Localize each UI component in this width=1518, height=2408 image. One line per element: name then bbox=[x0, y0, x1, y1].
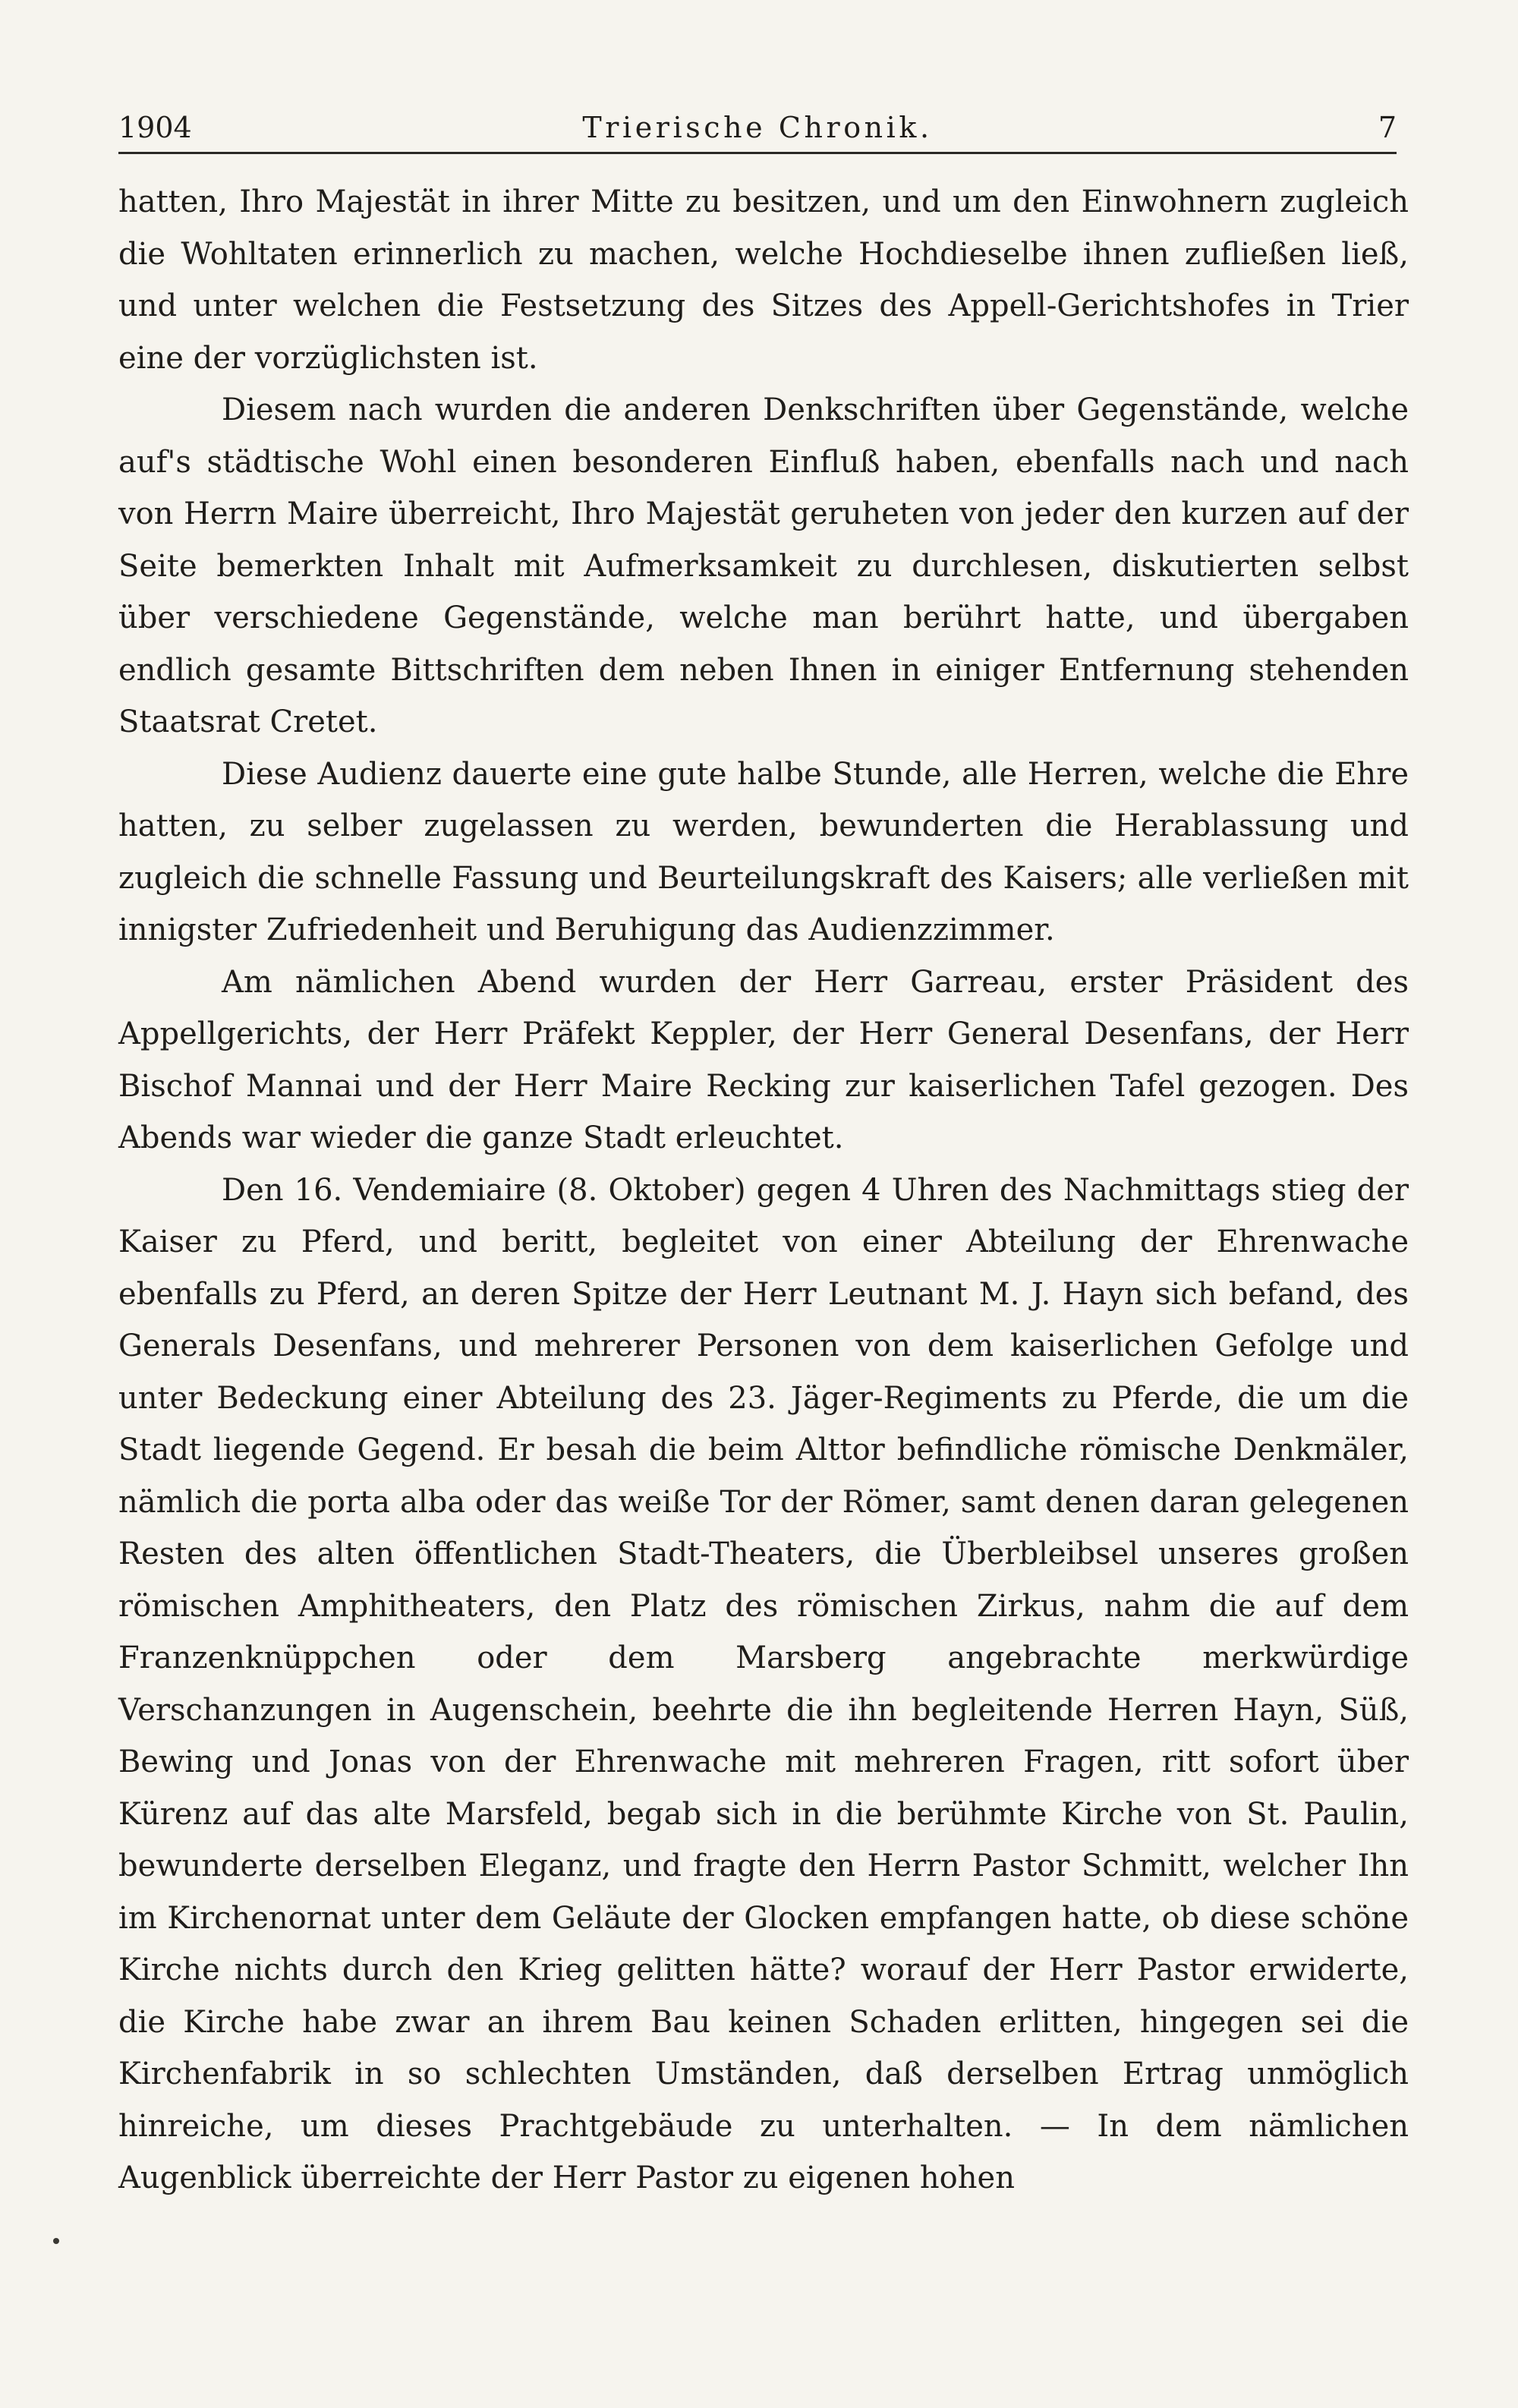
paragraph-4: Am nämlichen Abend wurden der Herr Garreau, erster Präsident des Appellgerichts, der Herr Präfekt Keppler, der Herr General Desenfans, der Herr Bischof Mannai und der Herr Maire Recking zur kaiserlichen Tafel gezogen. Des Abends war wieder die ganze Stadt erleuchtet. bbox=[118, 964, 1409, 1155]
paragraph-1: hatten, Ihro Majestät in ihrer Mitte zu besitzen, und um den Einwohnern zugleich die Wohltaten erinnerlich zu machen, welche Hochdieselbe ihnen zufließen ließ, und unter welchen die Festsetzung des Sitzes des Appell-Gerichtshofes in Trier eine der vorzüglichsten ist. bbox=[118, 184, 1409, 376]
page-header bbox=[118, 106, 1397, 154]
paragraph-5: Den 16. Vendemiaire (8. Oktober) gegen 4 Uhren des Nachmittags stieg der Kaiser zu Pferd, und beritt, begleitet von einer Abteilung der Ehrenwache ebenfalls zu Pferd, an deren Spitze der Herr Leutnant M. J. Hayn sich befand, des Generals Desenfans, und mehrerer Personen von dem kaiserlichen Gefolge und unter Bedeckung einer Abteilung des 23. Jäger-Regiments zu Pferde, die um die Stadt liegende Gegend. Er besah die beim Alttor befindliche römische Denkmäler, nämlich die porta alba oder das weiße Tor der Römer, samt denen daran gelegenen Resten des alten öffentlichen Stadt-Theaters, die Überbleibsel unseres großen römischen Amphitheaters, den Platz des römischen Zirkus, nahm die auf dem Franzenknüppchen oder dem Marsberg angebrachte merkwürdige Verschanzungen in Augenschein, beehrte die ihn begleitende Herren Hayn, Süß, Bewing und Jonas von der Ehrenwache mit mehreren Fragen, ritt sofort über Kürenz auf das alte Marsfeld, begab sich in die berühmte Kirche von St. Paulin, bewunderte derselben Eleganz, und fragte den Herrn Pastor Schmitt, welcher Ihn im Kirchenornat unter dem Geläute der Glocken empfangen hatte, ob diese schöne Kirche nichts durch den Krieg gelitten hätte? worauf der Herr Pastor erwiderte, die Kirche habe zwar an ihrem Bau keinen Schaden erlitten, hingegen sei die Kirchenfabrik in so schlechten Umständen, daß derselben Ertrag unmöglich hinreiche, um dieses Prachtgebäude zu unterhalten. — In dem nämlichen Augenblick überreichte der Herr Pastor zu eigenen hohen bbox=[118, 1172, 1409, 2195]
paragraph-3: Diese Audienz dauerte eine gute halbe Stunde, alle Herren, welche die Ehre hatten, zu selber zugelassen zu werden, bewunderten die Herablassung und zugleich die schnelle Fassung und Beurteilungskraft des Kaisers; alle verließen mit innigster Zufriedenheit und Beruhigung das Audienzzimmer. bbox=[118, 756, 1409, 947]
page-number: 7 bbox=[1378, 111, 1397, 144]
page-body bbox=[118, 176, 1409, 2205]
margin-mark bbox=[53, 2238, 59, 2244]
paragraph-2: Diesem nach wurden die anderen Denkschriften über Gegenstände, welche auf's städtische Wohl einen besonderen Einfluß haben, ebenfalls nach und nach von Herrn Maire überreicht, Ihro Majestät geruheten von jeder den kurzen auf der Seite bemerkten Inhalt mit Aufmerksamkeit zu durchlesen, diskutierten selbst über verschiedene Gegenstände, welche man berührt hatte, und übergaben endlich gesamte Bittschriften dem neben Ihnen in einiger Entfernung stehenden Staatsrat Cretet. bbox=[118, 392, 1409, 739]
header-title: Trierische Chronik. bbox=[582, 111, 933, 144]
header-year: 1904 bbox=[118, 111, 192, 144]
